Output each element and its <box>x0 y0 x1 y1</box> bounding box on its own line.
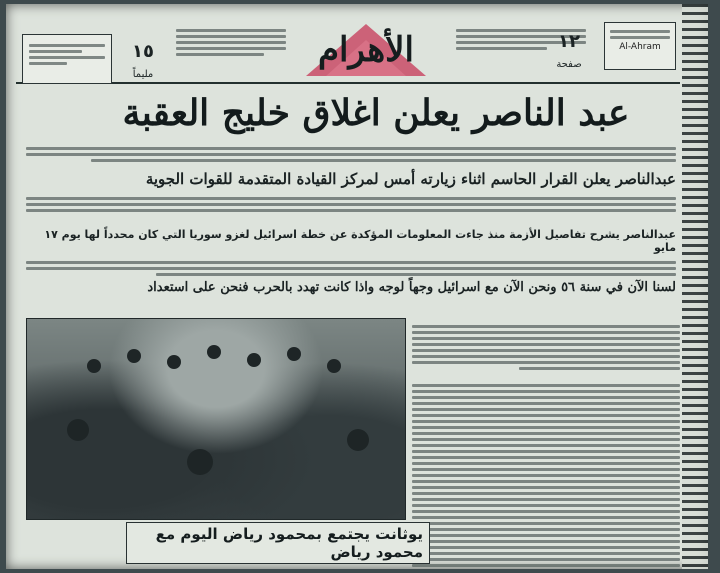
masthead <box>16 12 680 84</box>
price: ١٥ مليماً <box>132 41 154 80</box>
binding-spiral <box>682 4 708 569</box>
meeting-photo <box>26 318 406 520</box>
subhead-3: لسنا الآن في سنة ٥٦ ونحن الآن مع اسرائيل وجهاً لوجه واذا كانت تهدد بالحرب فنحن على استعداد <box>147 280 676 295</box>
body-text-3 <box>26 258 676 279</box>
main-headline: عبد الناصر يعلن اغلاق خليج العقبة <box>122 92 630 134</box>
body-text-2 <box>26 194 676 215</box>
newspaper-logo: الأهرام <box>296 20 436 80</box>
photo-caption: يوثانت يجتمع بمحمود رياض اليوم مع محمود رياض <box>126 522 430 564</box>
ad-box-left <box>22 34 112 84</box>
ad-box-right: Al-Ahram <box>604 22 676 70</box>
right-column-text <box>412 322 680 562</box>
newspaper-page <box>6 4 708 569</box>
subhead-2: عبدالناصر يشرح تفاصيل الأزمة منذ جاءت المعلومات المؤكدة عن خطة اسرائيل لغزو سوريا التي كان محدداً لها يوم ١٧ مايو <box>44 228 676 254</box>
page-count: ١٢ صفحة <box>556 31 582 70</box>
subhead-1: عبدالناصر يعلن القرار الحاسم اثناء زيارته أمس لمركز القيادة المتقدمة للقوات الجوية <box>145 170 676 188</box>
masthead-info-left <box>176 26 286 59</box>
body-text-1 <box>26 144 676 165</box>
